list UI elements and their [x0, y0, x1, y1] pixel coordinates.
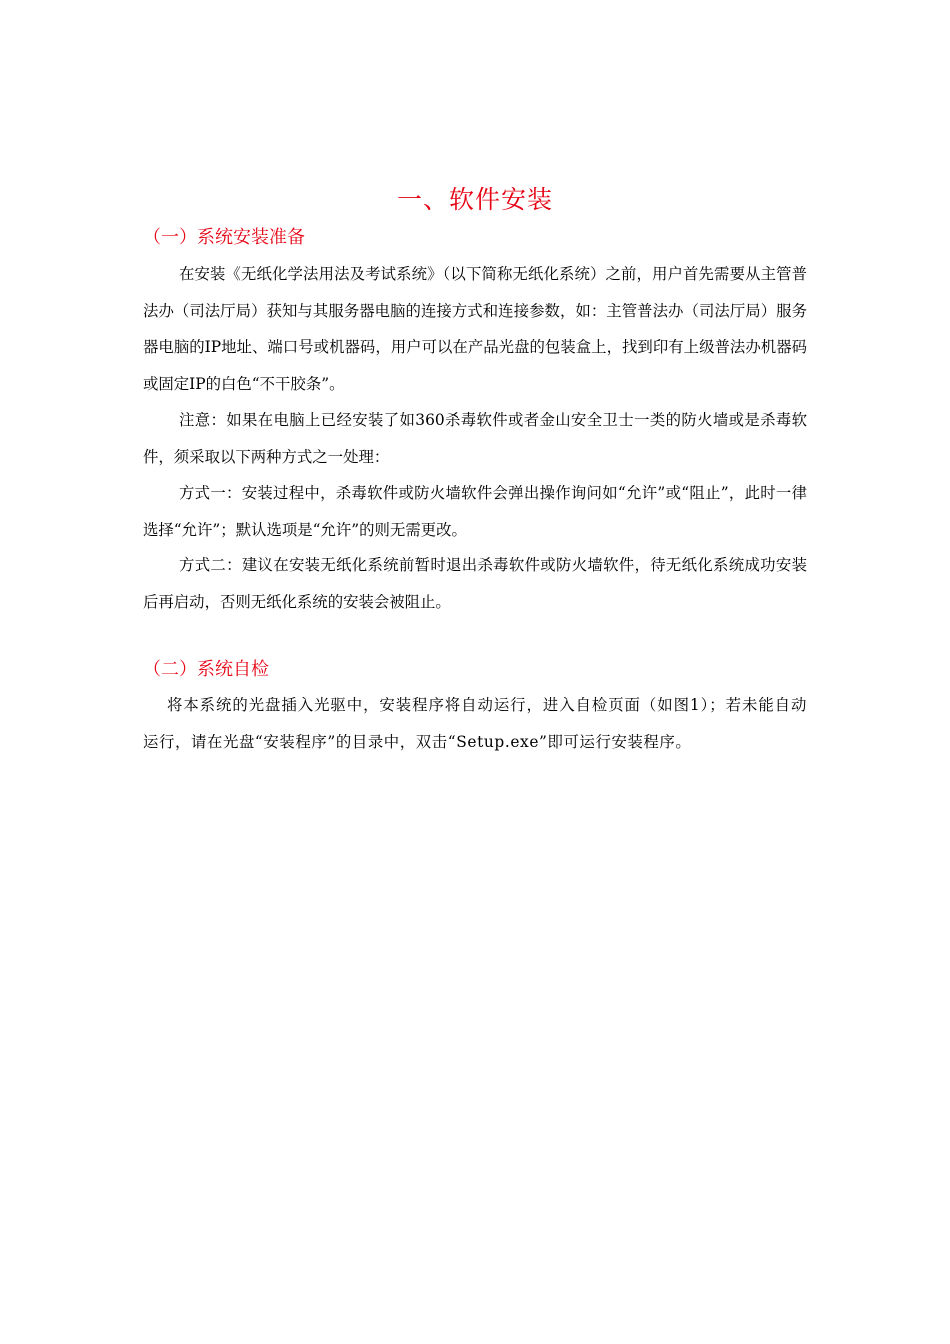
- section-heading-self-check: （二）系统自检: [143, 659, 269, 680]
- paragraph-antivirus-note: 注意：如果在电脑上已经安装了如360杀毒软件或者金山安全卫士一类的防火墙或是杀毒软件，须采取以下两种方式之一处理：: [143, 411, 807, 466]
- section-heading-preparation: （一）系统安装准备: [143, 227, 305, 248]
- paragraph-method-one: 方式一：安装过程中，杀毒软件或防火墙软件会弹出操作询问如“允许”或“阻止”，此时一律选择“允许”；默认选项是“允许”的则无需更改。: [143, 484, 807, 539]
- paragraph-install-intro: 在安装《无纸化学法用法及考试系统》（以下简称无纸化系统）之前，用户首先需要从主管普法办（司法厅局）获知与其服务器电脑的连接方式和连接参数，如：主管普法办（司法厅局）服务器电脑的IP地址、端口号或机器码，用户可以在产品光盘的包装盒上，找到印有上级普法办机器码或固定IP的白色“不干胶条”。: [143, 265, 807, 393]
- paragraph-method-two: 方式二：建议在安装无纸化系统前暂时退出杀毒软件或防火墙软件，待无纸化系统成功安装后再启动，否则无纸化系统的安装会被阻止。: [143, 556, 807, 611]
- page-title: 一、软件安装: [396, 185, 553, 214]
- paragraph-self-check: 将本系统的光盘插入光驱中，安装程序将自动运行，进入自检页面（如图1）；若未能自动运行，请在光盘“安装程序”的目录中，双击“Setup.exe”即可运行安装程序。: [143, 696, 807, 751]
